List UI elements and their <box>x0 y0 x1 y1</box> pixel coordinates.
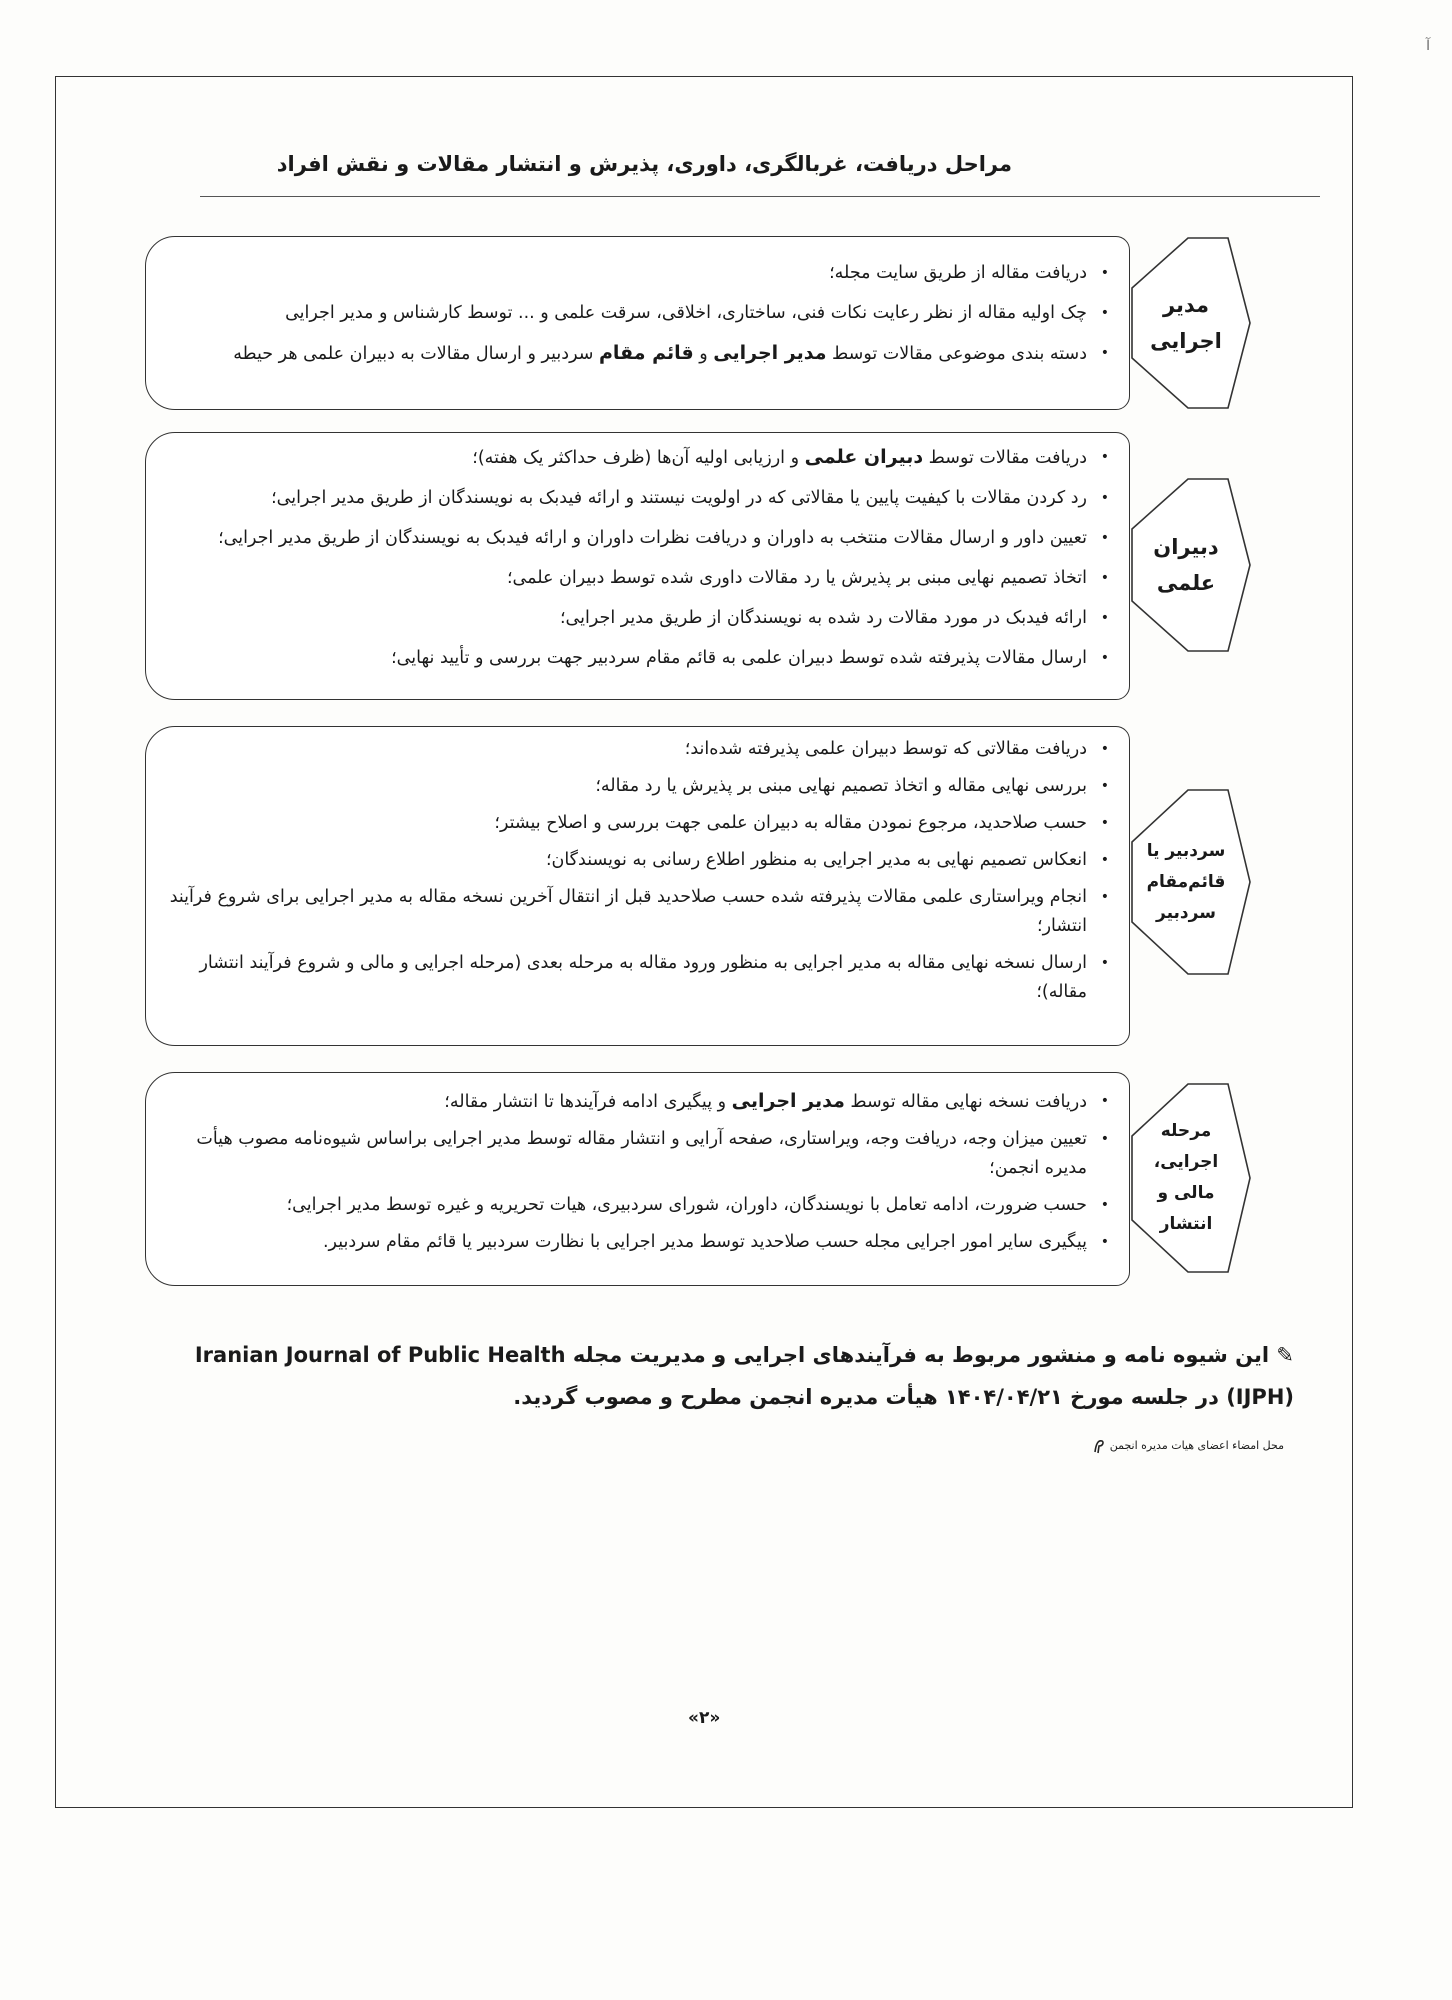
section-box <box>145 1072 1130 1286</box>
list-item: • حسب صلاحدید، مرجوع نمودن مقاله به دبیران علمی جهت بررسی و اصلاح بیشتر؛ <box>166 809 1111 838</box>
item-list <box>166 443 1111 684</box>
list-item: • ارائه فیدبک در مورد مقالات رد شده به نویسندگان از طریق مدیر اجرایی؛ <box>166 604 1111 633</box>
bullet-icon: • <box>1100 815 1109 831</box>
title-divider <box>200 196 1320 197</box>
role-label: دبیران علمی <box>1153 535 1219 595</box>
section-box <box>145 432 1130 700</box>
bullet-icon: • <box>1100 570 1109 586</box>
bullet-icon: • <box>1100 265 1109 281</box>
approval-note-text: این شیوه نامه و منشور مربوط به فرآیندهای اجرایی و مدیریت مجله Iranian Journal of Public Health (IJPH) در جلسه مورخ ۱۴۰۴/۰۴/۲۱ هیأت مدیره انجمن مطرح و مصوب گردید. <box>194 1343 1294 1409</box>
section-box <box>145 726 1130 1046</box>
role-tag <box>1130 477 1252 653</box>
bullet-icon: • <box>1100 778 1109 794</box>
list-item: • تعیین میزان وجه، دریافت وجه، ویراستاری، صفحه آرایی و انتشار مقاله توسط مدیر اجرایی براساس شیوه‌نامه مصوب هیأت مدیره انجمن؛ <box>166 1125 1111 1183</box>
list-item: • انجام ویراستاری علمی مقالات پذیرفته شده حسب صلاحدید قبل از انتقال آخرین نسخه مقاله به مدیر اجرایی برای شروع فرآیند انتشار؛ <box>166 883 1111 941</box>
role-tag <box>1130 1082 1252 1274</box>
list-item: • دریافت مقاله از طریق سایت مجله؛ <box>166 259 1111 288</box>
role-label: سردبیر یا قائم‌مقام سردبیر <box>1146 841 1226 923</box>
bullet-icon: • <box>1100 305 1109 321</box>
bullet-icon: • <box>1100 889 1109 905</box>
bullet-icon: • <box>1100 530 1109 546</box>
item-list <box>166 1087 1111 1265</box>
page-title: مراحل دریافت، غربالگری، داوری، پذیرش و انتشار مقالات و نقش افراد <box>276 152 1012 176</box>
bullet-icon: • <box>1100 955 1109 971</box>
list-item: • بررسی نهایی مقاله و اتخاذ تصمیم نهایی مبنی بر پذیرش یا رد مقاله؛ <box>166 772 1111 801</box>
list-item: • پیگیری سایر امور اجرایی مجله حسب صلاحدید توسط مدیر اجرایی با نظارت سردبیر یا قائم مقام سردبیر. <box>166 1228 1111 1257</box>
bullet-icon: • <box>1100 1234 1109 1250</box>
approval-note <box>130 1334 1294 1418</box>
list-item: • انعکاس تصمیم نهایی به مدیر اجرایی به منظور اطلاع رسانی به نویسندگان؛ <box>166 846 1111 875</box>
signature-placeholder: محل امضاء اعضای هیات مدیره انجمن <box>1092 1438 1284 1454</box>
section-box <box>145 236 1130 410</box>
bullet-icon: • <box>1100 449 1109 465</box>
bullet-icon: • <box>1100 650 1109 666</box>
list-item: • ارسال مقالات پذیرفته شده توسط دبیران علمی به قائم مقام سردبیر جهت بررسی و تأیید نهایی؛ <box>166 644 1111 673</box>
signature-mark <box>1092 1438 1106 1454</box>
list-item: • دسته بندی موضوعی مقالات توسط مدیر اجرایی و قائم مقام سردبیر و ارسال مقالات به دبیران علمی هر حیطه <box>166 339 1111 369</box>
role-tag <box>1130 788 1252 976</box>
bullet-icon: • <box>1100 1093 1109 1109</box>
list-item: • تعیین داور و ارسال مقالات منتخب به داوران و دریافت نظرات داوران و ارائه فیدبک به نویسندگان از طریق مدیر اجرایی؛ <box>166 524 1111 553</box>
list-item: • رد کردن مقالات با کیفیت پایین یا مقالاتی که در اولویت نیستند و ارائه فیدبک به نویسندگان از طریق مدیر اجرایی؛ <box>166 484 1111 513</box>
list-item: • اتخاذ تصمیم نهایی مبنی بر پذیرش یا رد مقالات داوری شده توسط دبیران علمی؛ <box>166 564 1111 593</box>
role-label: مدیر اجرایی <box>1150 293 1222 353</box>
list-item: • دریافت مقالات توسط دبیران علمی و ارزیابی اولیه آن‌ها (ظرف حداکثر یک هفته)؛ <box>166 443 1111 473</box>
list-item: • دریافت نسخه نهایی مقاله توسط مدیر اجرایی و پیگیری ادامه فرآیندها تا انتشار مقاله؛ <box>166 1087 1111 1117</box>
pencil-icon: ✎ <box>1276 1343 1294 1367</box>
list-item: • ارسال نسخه نهایی مقاله به مدیر اجرایی به منظور ورود مقاله به مرحله بعدی (مرحله اجرایی و مالی و شروع فرآیند انتشار مقاله)؛ <box>166 949 1111 1007</box>
item-list <box>166 735 1111 1015</box>
role-tag <box>1130 236 1252 410</box>
page-number: «۲» <box>688 1708 721 1728</box>
bullet-icon: • <box>1100 1131 1109 1147</box>
list-item: • چک اولیه مقاله از نظر رعایت نکات فنی، ساختاری، اخلاقی، سرقت علمی و ... توسط کارشناس و مدیر اجرایی <box>166 299 1111 328</box>
bullet-icon: • <box>1100 345 1109 361</box>
bullet-icon: • <box>1100 1197 1109 1213</box>
list-item: • دریافت مقالاتی که توسط دبیران علمی پذیرفته شده‌اند؛ <box>166 735 1111 764</box>
corner-mark: آ <box>1426 38 1430 54</box>
list-item: • حسب ضرورت، ادامه تعامل با نویسندگان، داوران، شورای سردبیری، هیات تحریریه و غیره توسط مدیر اجرایی؛ <box>166 1191 1111 1220</box>
bullet-icon: • <box>1100 610 1109 626</box>
item-list <box>166 259 1111 380</box>
role-label: مرحله اجرایی، مالی و انتشار <box>1153 1121 1219 1234</box>
bullet-icon: • <box>1100 852 1109 868</box>
bullet-icon: • <box>1100 490 1109 506</box>
bullet-icon: • <box>1100 741 1109 757</box>
